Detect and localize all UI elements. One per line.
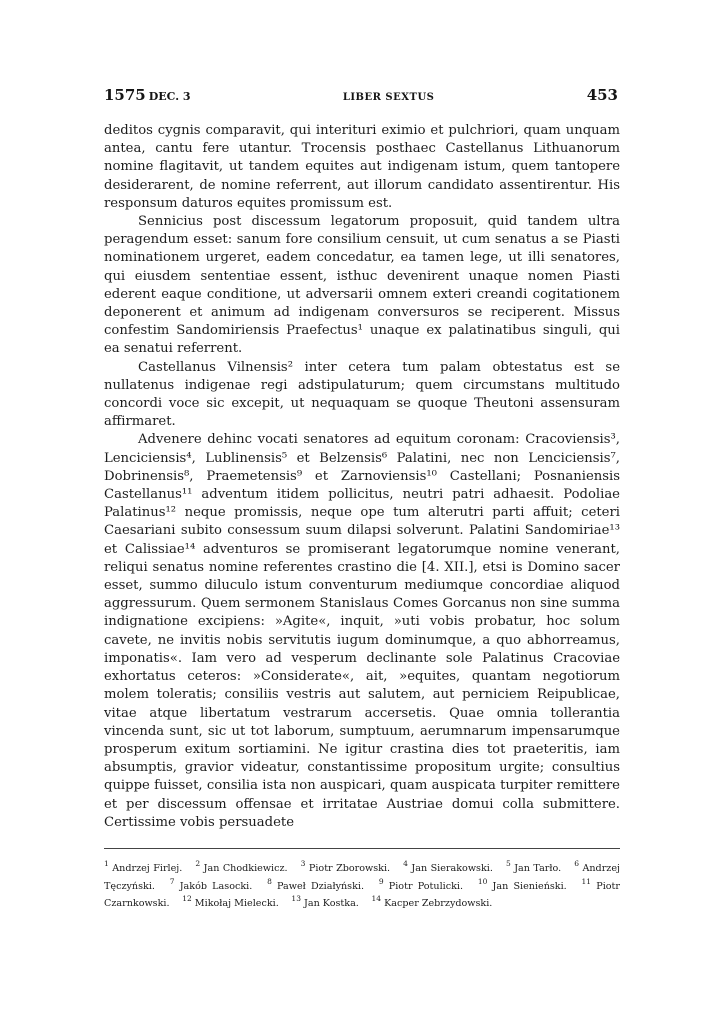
footnote-number: 2 bbox=[195, 859, 201, 868]
footnote-item bbox=[169, 876, 253, 892]
header-book-title: LIBER SEXTUS bbox=[342, 92, 435, 103]
footnote-number: 10 bbox=[477, 876, 488, 886]
footnote-item bbox=[104, 859, 183, 874]
footnote-item bbox=[505, 859, 562, 874]
footnote-number: 8 bbox=[267, 876, 272, 886]
footnote-item bbox=[371, 894, 493, 910]
footnote-text: Jakób Lasocki. bbox=[174, 880, 253, 892]
footnote-item bbox=[403, 859, 493, 874]
footnote-number: 11 bbox=[581, 876, 592, 886]
footnote-text: Piotr Czarnkowski. bbox=[104, 880, 620, 910]
footnote-text: Piotr Potulicki. bbox=[383, 880, 464, 892]
footnote-item bbox=[182, 894, 279, 910]
footnote-text: Kacper Zebrzydowski. bbox=[381, 898, 493, 910]
paragraph-2: Sennicius post discessum legatorum proposuit, quid tandem ultra peragendum esset: sanum fore consilium censuit, ut cum senatus a se Piasti nominationem urgeret, eadem concedatur, ea tamen lege, ut illi senatores, qui eiusdem sententiae essent, isthuc devenirent unaque nomen Piasti ederent eaque conditione, ut adversarii omnem exteri creandi cogitationem deponerent et animum ad indigenam conversuros se reciperent. Missus confestim Sandomiriensis Praefectus¹ unaque ex palatinatibus singuli, qui ea senatui referrent. bbox=[104, 214, 620, 357]
footnote-text: Jan Tarło. bbox=[510, 863, 562, 874]
header-day: DEC. 3 bbox=[148, 90, 191, 103]
footnote-text: Jan Sienieński. bbox=[487, 880, 567, 892]
footnote-item bbox=[267, 876, 365, 892]
footnote-text: Jan Kostka. bbox=[300, 898, 359, 910]
footnote-number: 7 bbox=[169, 876, 175, 886]
footnote-text: Piotr Zborowski. bbox=[305, 863, 391, 874]
footnote-number: 12 bbox=[182, 894, 192, 904]
main-text bbox=[104, 122, 620, 832]
footnote-text: Mikołaj Mielecki. bbox=[191, 898, 279, 910]
footnote-number: 9 bbox=[378, 876, 384, 886]
running-header bbox=[104, 86, 618, 108]
footnote-text: Andrzej Firlej. bbox=[108, 863, 183, 874]
footnote-number: 1 bbox=[104, 859, 109, 868]
footnote-item bbox=[195, 859, 288, 874]
footnote-number: 3 bbox=[300, 859, 306, 868]
header-year: 1575 bbox=[104, 86, 146, 104]
page-number: 453 bbox=[586, 86, 618, 104]
footnote-item bbox=[477, 876, 567, 892]
paragraph-3: Castellanus Vilnensis² inter cetera tum palam obtestatus est se nullatenus indigenae regi adstipulaturum; quem circumstans multitudo concordi voce sic excepit, ut nequaquam se quoque Theutoni assensuram affirmaret. bbox=[104, 359, 620, 430]
footnotes bbox=[104, 860, 620, 913]
footnote-text: Paweł Działyński. bbox=[271, 880, 365, 892]
footnote-item bbox=[378, 876, 464, 892]
footnote-number: 5 bbox=[505, 859, 511, 868]
footnote-text: Jan Chodkiewicz. bbox=[200, 863, 288, 874]
header-date bbox=[104, 86, 191, 104]
paragraph-1: deditos cygnis comparavit, qui interituri eximio et pulchriori, quam unquam antea, cantu fere utantur. Trocensis posthaec Castellanus Lithuanorum nomine flagitavit, ut tandem equites aut indigenam istum, quem tantopere desiderarent, de nomine referrent, aut illorum candidato assentirentur. His responsum daturos equites promissum est. bbox=[104, 123, 620, 211]
footnote-text: Andrzej Tęczyński. bbox=[104, 863, 620, 892]
paragraph-4: Advenere dehinc vocati senatores ad equitum coronam: Cracoviensis³, Lenciciensis⁴, Lublinensis⁵ et Belzensis⁶ Palatini, nec non Lenciciensis⁷, Dobrinensis⁸, Praemetensis⁹ et Zarnoviensis¹⁰ Castellani; Posnaniensis Castellanus¹¹ adventum itidem pollicitus, neutri patri adhaesit. Podoliae Palatinus¹² neque promissis, neque ope tum alterutri parti affuit; ceteri Caesariani subito consessum suum dilapsi solverunt. Palatini Sandomiriae¹³ et Calissiae¹⁴ adventuros se promiserant legatorumque nomine venerant, reliqui senatus nomine referentes crastino die [4. XII.], etsi is Domino sacer esset, summo diluculo istum conventurum mediumque concordiae aliquod aggressurum. Quem sermonem Stanislaus Comes Gorcanus non sine summa indignatione excipiens: »Agite«, inquit, »uti vobis probatur, hoc solum cavete, ne invitis nobis servitutis iugum dominumque, a quo abhorreamus, imponatis«. Iam vero ad vesperum declinante sole Palatinus Cracoviae exhortatus ceteros: »Considerate«, ait, »equites, quantam negotiorum molem toleratis; consiliis vestris aut salutem, aut perniciem Reipublicae, vitae atque libertatum vestrarum accersetis. Quae omnia tollerantia vincenda sunt, sic ut tot laborum, sumptuum, aerumnarum impensarumque prosperum exitum sortiamini. Ne igitur crastina dies tot praeteritis, iam absumptis, gravior videatur, constantissime propositum urgite; consultius quippe fuisset, consilia ista non auspicari, quam auspicata turpiter remittere et per discessum offensae et irritatae Austriae domui colla submittere. Certissime vobis persuadete bbox=[104, 432, 620, 830]
footnote-item bbox=[291, 894, 359, 910]
footnote-text: Jan Sierakowski. bbox=[407, 863, 493, 874]
footnote-divider bbox=[104, 848, 620, 849]
footnote-item bbox=[300, 859, 391, 874]
footnote-number: 13 bbox=[291, 894, 301, 904]
footnote-number: 6 bbox=[574, 859, 579, 868]
footnote-number: 14 bbox=[371, 894, 382, 904]
footnote-number: 4 bbox=[403, 859, 408, 868]
